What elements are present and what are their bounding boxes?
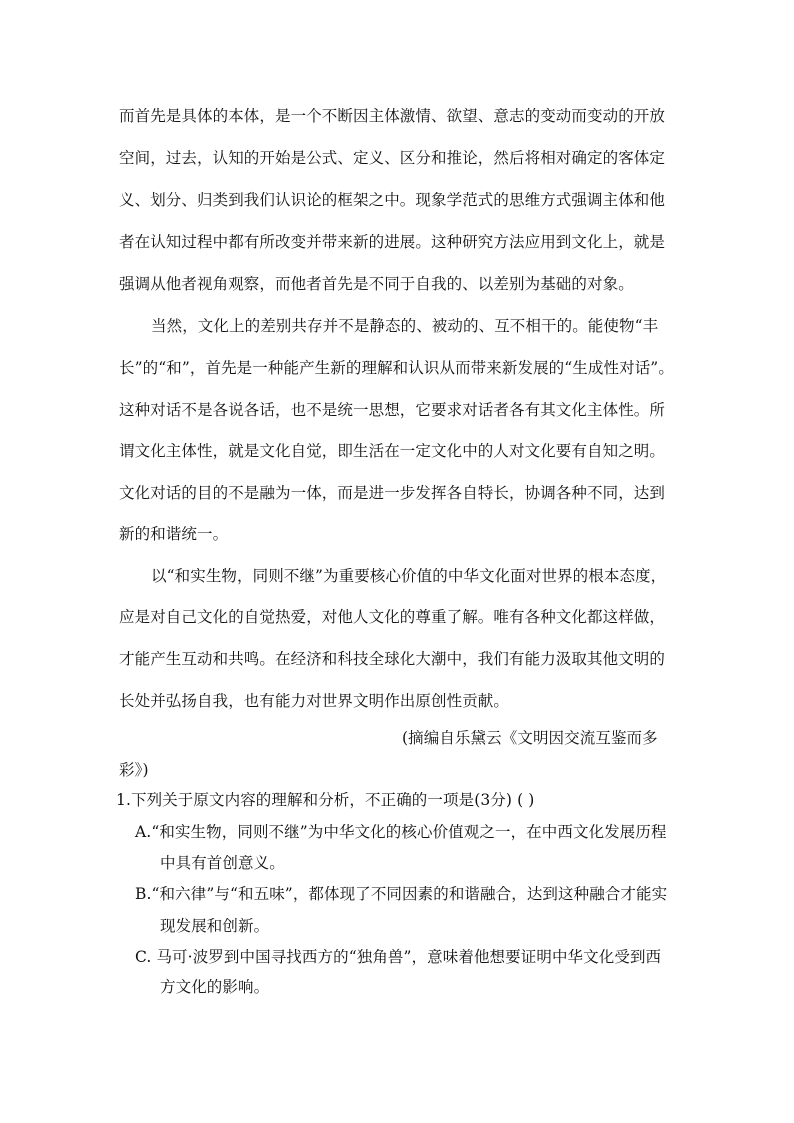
source-citation-line-1: (摘编自乐黛云《文明因交流互鉴而多 [402,729,658,747]
passage-p3-line-1: 以“和实生物，同则不继”为重要核心价值的中华文化面对世界的根本态度， [151,567,667,585]
passage-p2-line-2: 长”的“和”，首先是一种能产生新的理解和认识从而带来新发展的“生成性对话”。 [119,359,674,377]
passage-p3-line-2: 应是对自己文化的自觉热爱，对他人文化的尊重了解。唯有各种文化都这样做， [119,608,666,626]
passage-p1-line-4: 者在认知过程中都有所改变并带来新的进展。这种研究方法应用到文化上，就是 [119,233,666,251]
option-b-line-1: B.“和六律”与“和五味”，都体现了不同因素的和谐融合，达到这种融合才能实 [135,885,668,903]
passage-p1-line-3: 义、划分、归类到我们认识论的框架之中。现象学范式的思维方式强调主体和他 [119,191,666,209]
passage-p1-line-2: 空间，过去，认知的开始是公式、定义、区分和推论，然后将相对确定的客体定 [119,149,666,167]
passage-p2-line-3: 这种对话不是各说各话，也不是统一思想，它要求对话者各有其文化主体性。所 [119,401,666,419]
option-a-line-2: 中具有首创意义。 [160,854,285,872]
question-1-stem: 1.下列关于原文内容的理解和分析，不正确的一项是(3分) ( ) [116,791,535,809]
passage-p3-line-4: 长处并弘扬自我，也有能力对世界文明作出原创性贡献。 [119,692,510,710]
source-citation-line-2: 彩》) [119,761,149,779]
passage-p1-line-5: 强调从他者视角观察，而他者首先是不同于自我的、以差别为基础的对象。 [119,275,634,293]
passage-p1-line-1: 而首先是具体的本体，是一个不断因主体激情、欲望、意志的变动而变动的开放 [119,107,666,125]
option-b-line-2: 现发展和创新。 [160,917,270,935]
passage-p2-line-4: 谓文化主体性，就是文化自觉，即生活在一定文化中的人对文化要有自知之明。 [119,442,666,460]
option-c-line-1: C. 马可·波罗到中国寻找西方的“独角兽”，意味着他想要证明中华文化受到西 [135,948,662,966]
passage-p2-line-5: 文化对话的目的不是融为一体，而是进一步发挥各自特长，协调各种不同，达到 [119,484,666,502]
option-c-line-2: 方文化的影响。 [160,978,270,996]
passage-p2-line-6: 新的和谐统一。 [119,525,229,543]
option-a-line-1: A.“和实生物，同则不继”为中华文化的核心价值观之一，在中西文化发展历程 [135,823,667,841]
passage-p2-line-1: 当然，文化上的差别共存并不是静态的、被动的、互不相干的。能使物“丰 [151,317,659,335]
passage-p3-line-3: 才能产生互动和共鸣。在经济和科技全球化大潮中，我们有能力汲取其他文明的 [119,650,666,668]
